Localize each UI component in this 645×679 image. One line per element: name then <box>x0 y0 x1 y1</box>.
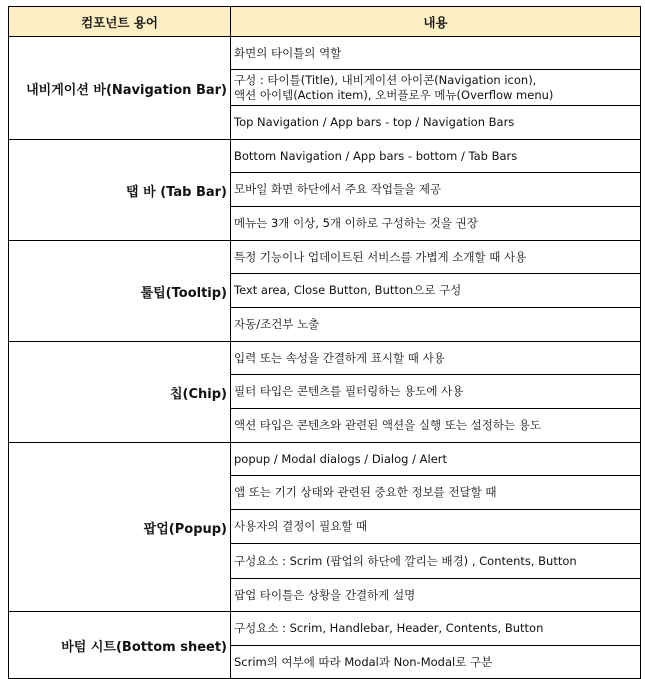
table-row <box>9 443 641 476</box>
description-cell: 필터 타입은 콘텐츠를 필터링하는 용도에 사용 <box>231 375 641 409</box>
table-row <box>9 241 641 274</box>
description-cell: 사용자의 결정이 필요할 때 <box>231 510 641 544</box>
header-row <box>9 7 641 37</box>
table-row <box>9 612 641 646</box>
header-term: 컴포넌트 용어 <box>9 7 231 37</box>
description-cell <box>231 70 641 106</box>
term-tooltip: 툴팁(Tooltip) <box>9 241 231 342</box>
description-cell: popup / Modal dialogs / Dialog / Alert <box>231 443 641 476</box>
description-cell: 구성요소 : Scrim (팝업의 하단에 깔리는 배경) , Contents, Button <box>231 544 641 579</box>
term-navigation-bar: 내비게이션 바(Navigation Bar) <box>9 37 231 140</box>
description-cell: Bottom Navigation / App bars - bottom / Tab Bars <box>231 140 641 173</box>
term-popup: 팝업(Popup) <box>9 443 231 612</box>
component-terms-table <box>8 6 641 679</box>
table-row <box>9 140 641 173</box>
description-cell: 특정 기능이나 업데이트된 서비스를 가볍게 소개할 때 사용 <box>231 241 641 274</box>
description-cell: 모바일 화면 하단에서 주요 작업들을 제공 <box>231 173 641 207</box>
description-cell: 메뉴는 3개 이상, 5개 이하로 구성하는 것을 권장 <box>231 207 641 241</box>
description-cell: Top Navigation / App bars - top / Navigation Bars <box>231 106 641 140</box>
description-cell: 팝업 타이틀은 상황을 간결하게 설명 <box>231 579 641 612</box>
description-cell: 앱 또는 기기 상태와 관련된 중요한 정보를 전달할 때 <box>231 476 641 510</box>
description-cell: 입력 또는 속성을 간결하게 표시할 때 사용 <box>231 342 641 375</box>
description-cell: 구성요소 : Scrim, Handlebar, Header, Contents, Button <box>231 612 641 646</box>
description-cell: 화면의 타이틀의 역할 <box>231 37 641 70</box>
description-cell: Text area, Close Button, Button으로 구성 <box>231 274 641 308</box>
description-line: 액션 아이템(Action item), 오버플로우 메뉴(Overflow menu) <box>234 87 554 102</box>
term-tab-bar: 탭 바 (Tab Bar) <box>9 140 231 241</box>
header-content: 내용 <box>231 7 641 37</box>
term-bottom-sheet: 바텀 시트(Bottom sheet) <box>9 612 231 679</box>
description-cell: Scrim의 여부에 따라 Modal과 Non-Modal로 구분 <box>231 646 641 679</box>
description-cell: 액션 타입은 콘텐츠와 관련된 액션을 실행 또는 설정하는 용도 <box>231 409 641 443</box>
table-row <box>9 342 641 375</box>
term-chip: 칩(Chip) <box>9 342 231 443</box>
description-cell: 자동/조건부 노출 <box>231 308 641 342</box>
table-row <box>9 37 641 70</box>
description-line: 구성 : 타이틀(Title), 내비게이션 아이콘(Navigation icon), <box>234 72 537 87</box>
